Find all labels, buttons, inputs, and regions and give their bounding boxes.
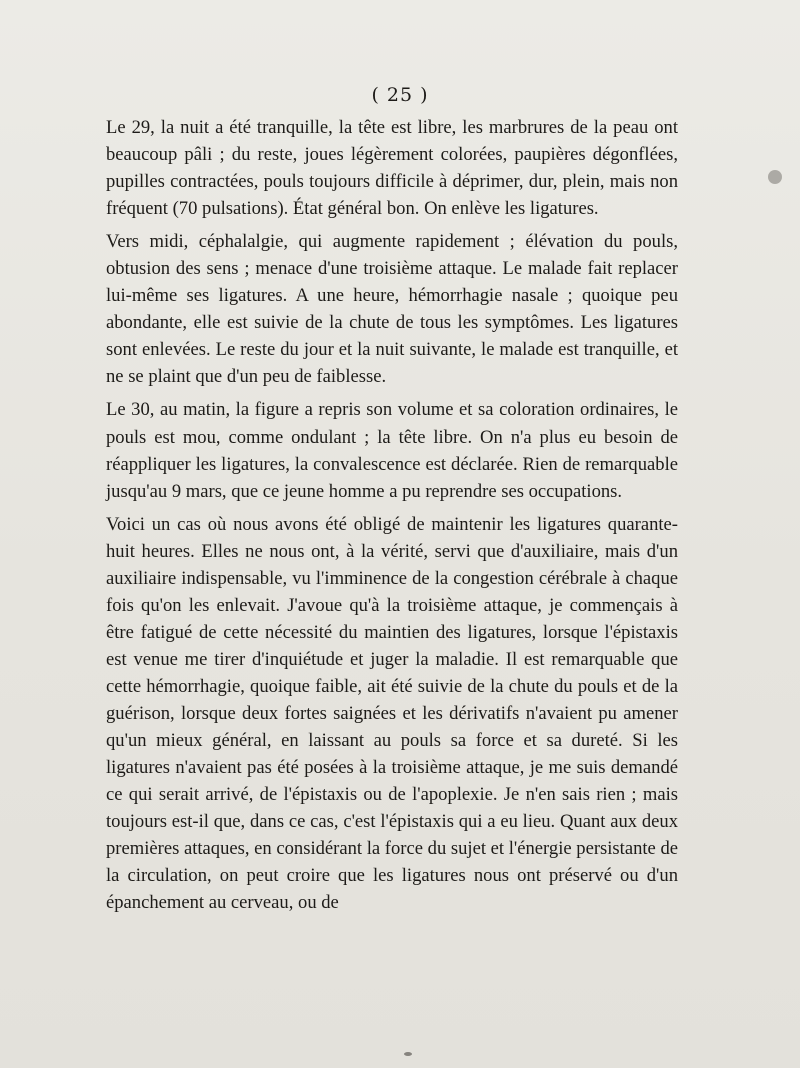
page-number: ( 25 ) [371,84,429,106]
paragraph-2: Vers midi, céphalalgie, qui augmente rapidement ; élévation du pouls, obtusion des sens ; menace d'une troisième attaque. Le malade fait replacer lui-même ses ligatures. A une heure, hémorrhagie nasale ; quoique peu abondante, elle est suivie de la chute de tous les symptômes. Les ligatures sont enlevées. Le reste du jour et la nuit suivante, le malade est tranquille, et ne se plaint que d'un peu de faiblesse. [106,231,678,388]
paragraph-3: Le 30, au matin, la figure a repris son volume et sa coloration ordinaires, le pouls est mou, comme ondulant ; la tête libre. On n'a plus eu besoin de réappliquer les ligatures, la convalescence est déclarée. Rien de remarquable jusqu'au 9 mars, que ce jeune homme a pu reprendre ses occupations. [106,399,678,502]
paragraph-4: Voici un cas où nous avons été obligé de maintenir les ligatures quarante-huit heures. Elles ne nous ont, à la vérité, servi que d'auxiliaire, mais d'un auxiliaire indispensable, vu l'imminence de la congestion cérébrale à chaque fois qu'on les enlevait. J'avoue qu'à la troisième attaque, je commençais à être fatigué de cette nécessité du maintien des ligatures, lorsque l'épistaxis est venue me tirer d'inquiétude et juger la maladie. Il est remarquable que cette hémorrhagie, quoique faible, ait été suivie de la chute du pouls et de la guérison, lorsque deux fortes saignées et les dérivatifs n'avaient pu amener qu'un mieux général, en laissant au pouls sa force et sa dureté. Si les ligatures n'avaient pas été posées à la troisième attaque, je me suis demandé ce qui serait arrivé, de l'épistaxis ou de l'apoplexie. Je n'en sais rien ; mais toujours est-il que, dans ce cas, c'est l'épistaxis qui a eu lieu. Quant aux deux premières attaques, en considérant la force du sujet et l'énergie persistante de la circulation, on peut croire que les ligatures nous ont préservé ou d'un épanchement au cerveau, ou de [106,513,678,914]
body-text [106,114,678,916]
ink-speck [404,1052,412,1056]
paragraph-1: Le 29, la nuit a été tranquille, la tête est libre, les marbrures de la peau ont beaucoup pâli ; du reste, joues légèrement colorées, paupières dégonflées, pupilles contractées, pouls toujours difficile à déprimer, dur, plein, mais non fréquent (70 pulsations). État général bon. On enlève les ligatures. [106,117,678,220]
ink-speck [768,170,782,184]
